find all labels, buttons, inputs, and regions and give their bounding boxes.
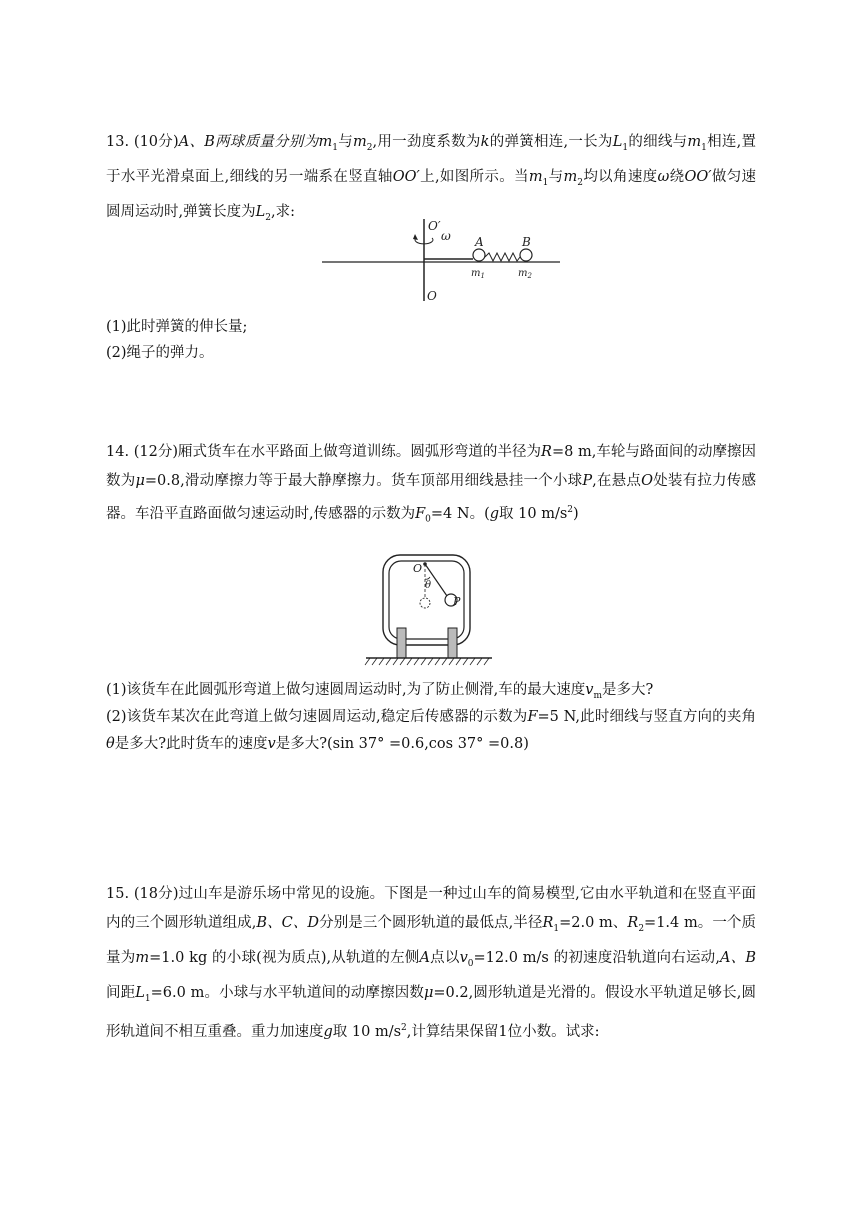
pivot-label: O [413, 562, 423, 575]
omega-label: ω [441, 229, 451, 243]
q14-header: 14. (12分) [106, 444, 178, 460]
axis-bottom-label: O [427, 289, 437, 303]
q14-sub2: (2)该货车某次在此弯道上做匀速圆周运动,稳定后传感器的示数为F=5 N,此时细线与竖直方向的夹角θ是多大?此时货车的速度v是多大?(sin 37° =0.6,cos 37° =0.8) [106, 709, 756, 752]
m2-label: m [518, 268, 528, 279]
ball-b-label: B [522, 235, 531, 249]
m1-label: m [471, 268, 481, 279]
q13-sub2: (2)绳子的弹力。 [106, 345, 214, 361]
q15-header: 15. (18分) [106, 886, 179, 902]
q13-figure [310, 215, 570, 307]
q14-sub1: (1)该货车在此圆弧形弯道上做匀速圆周运动时,为了防止侧滑,车的最大速度$v_m$是多大? [106, 682, 654, 701]
q14-stem: 14. (12分)厢式货车在水平路面上做弯道训练。圆弧形弯道的半径为R=8 m,车轮与路面间的动摩擦因数为μ=0.8,滑动摩擦力等于最大静摩擦力。货车顶部用细线悬挂一个小球P,在悬点O处装有拉力传感器。车沿平直路面做匀速运动时,传感器的示数为$F_0=4$ N。(g取 10 $m/s^2$) [106, 444, 757, 525]
theta-label: θ [425, 580, 432, 591]
q14-figure [364, 552, 496, 670]
ball-p-label: P [453, 595, 461, 608]
axis-top-label: O′ [428, 219, 441, 233]
q13-header: 13. (10分) [106, 134, 179, 150]
svg-text:m2: $m_2$ [518, 268, 532, 280]
q13-sub1: (1)此时弹簧的伸长量; [106, 319, 248, 335]
ball-a-label: A [475, 235, 484, 249]
svg-text:m1: $m_1$ [471, 268, 485, 280]
q15-stem: 15. (18分)过山车是游乐场中常见的设施。下图是一种过山车的简易模型,它由水平轨道和在竖直平面内的三个圆形轨道组成,B、C、D分别是三个圆形轨道的最低点,半径$R_1=2.0$ m、$R_2=1.4$ m。一个质量为m=1.0 kg 的小球(视为质点),从轨道的左侧A点以$v_0=12.0$ m/s 的初速度沿轨道向右运动,A、B间距$L_1=6.0$ m。小球与水平轨道间的动摩擦因数μ=0.2,圆形轨道是光滑的。假设水平轨道足够长,圆形轨道间不相互重叠。重力加速度g取 10 $m/s^2$,计算结果保留1位小数。试求: [106, 886, 757, 1040]
q13-text: A、B两球质量分别为$m_1$与$m_2$,用一劲度系数为k的弹簧相连,一长为$L_1$的细线与$m_1$相连,置于水平光滑桌面上,细线的另一端系在竖直轴OO′上,如图所示。当$m_1$与$m_2$均以角速度ω绕OO′做匀速圆周运动时,弹簧长度为$L_2$,求: [106, 134, 757, 223]
